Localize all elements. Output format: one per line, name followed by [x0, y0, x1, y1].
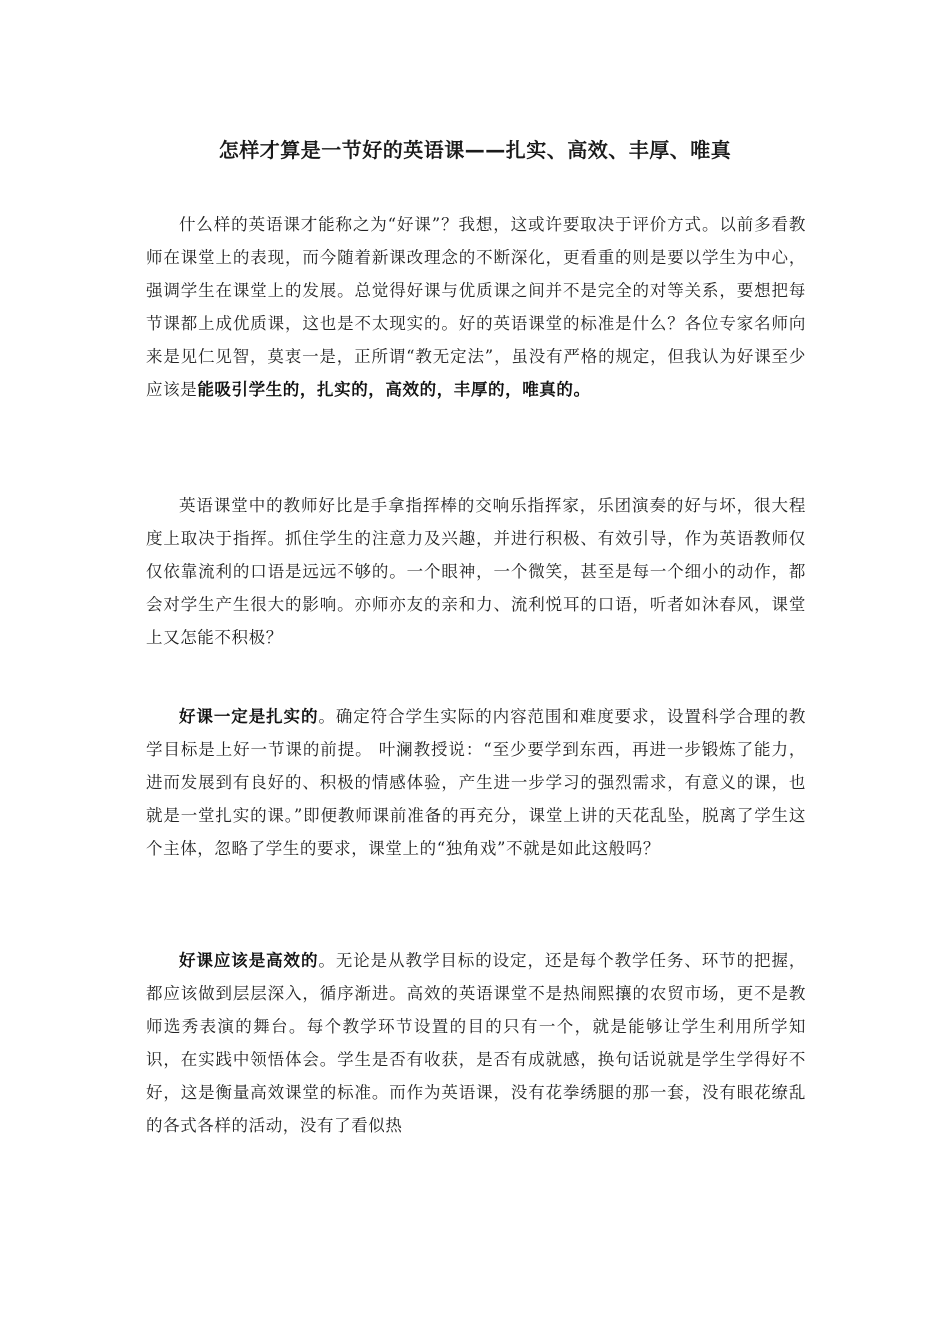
paragraph-efficient-lesson [146, 944, 806, 1142]
paragraph-text: 英语课堂中的教师好比是手拿指挥棒的交响乐指挥家，乐团演奏的好与坏，很大程度上取决于指挥。抓住学生的注意力及兴趣，并进行积极、有效引导，作为英语教师仅仅依靠流利的口语是远远不够的。一个眼神，一个微笑，甚至是每一个细小的动作，都会对学生产生很大的影响。亦师亦友的亲和力、流利悦耳的口语，听者如沐春风，课堂上又怎能不积极？ [146, 496, 806, 647]
paragraph-teacher-conductor [146, 489, 806, 654]
document-title: 怎样才算是一节好的英语课——扎实、高效、丰厚、唯真 [218, 138, 732, 162]
paragraph-solid-lesson [146, 700, 806, 865]
paragraph-text: 什么样的英语课才能称之为“好课”？我想，这或许要取决于评价方式。以前多看教师在课堂上的表现，而今随着新课改理念的不断深化，更看重的则是要以学生为中心，强调学生在课堂上的发展。总觉得好课与优质课之间并不是完全的对等关系，要想把每节课都上成优质课，这也是不太现实的。好的英语课堂的标准是什么？各位专家名师向来是见仁见智，莫衷一是，正所谓“教无定法”，虽没有严格的规定，但我认为好课至少应该是 [146, 215, 806, 399]
paragraph-lead-bold: 好课一定是扎实的 [179, 707, 319, 726]
paragraph-text: 。确定符合学生实际的内容范围和难度要求，设置科学合理的教学目标是上好一节课的前提。 叶澜教授说：“至少要学到东西，再进一步锻炼了能力，进而发展到有良好的、积极的情感体验，产生进一步学习的强烈需求，有意义的课，也就是一堂扎实的课。”即便教师课前准备的再充分，课堂上讲的天花乱坠，脱离了学生这个主体，忽略了学生的要求，课堂上的“独角戏”不就是如此这般吗？ [146, 707, 806, 858]
paragraph-lead-bold: 好课应该是高效的 [179, 951, 319, 970]
paragraph-intro [146, 208, 806, 406]
paragraph-text: 。无论是从教学目标的设定，还是每个教学任务、环节的把握，都应该做到层层深入，循序渐进。高效的英语课堂不是热闹熙攘的农贸市场，更不是教师选秀表演的舞台。每个教学环节设置的目的只有一个，就是能够让学生利用所学知识，在实践中领悟体会。学生是否有收获，是否有成就感，换句话说就是学生学得好不好，这是衡量高效课堂的标准。而作为英语课，没有花拳绣腿的那一套，没有眼花缭乱的各式各样的活动，没有了看似热 [146, 951, 806, 1135]
paragraph-bold-text: 能吸引学生的，扎实的，高效的，丰厚的，唯真的。 [197, 380, 591, 399]
